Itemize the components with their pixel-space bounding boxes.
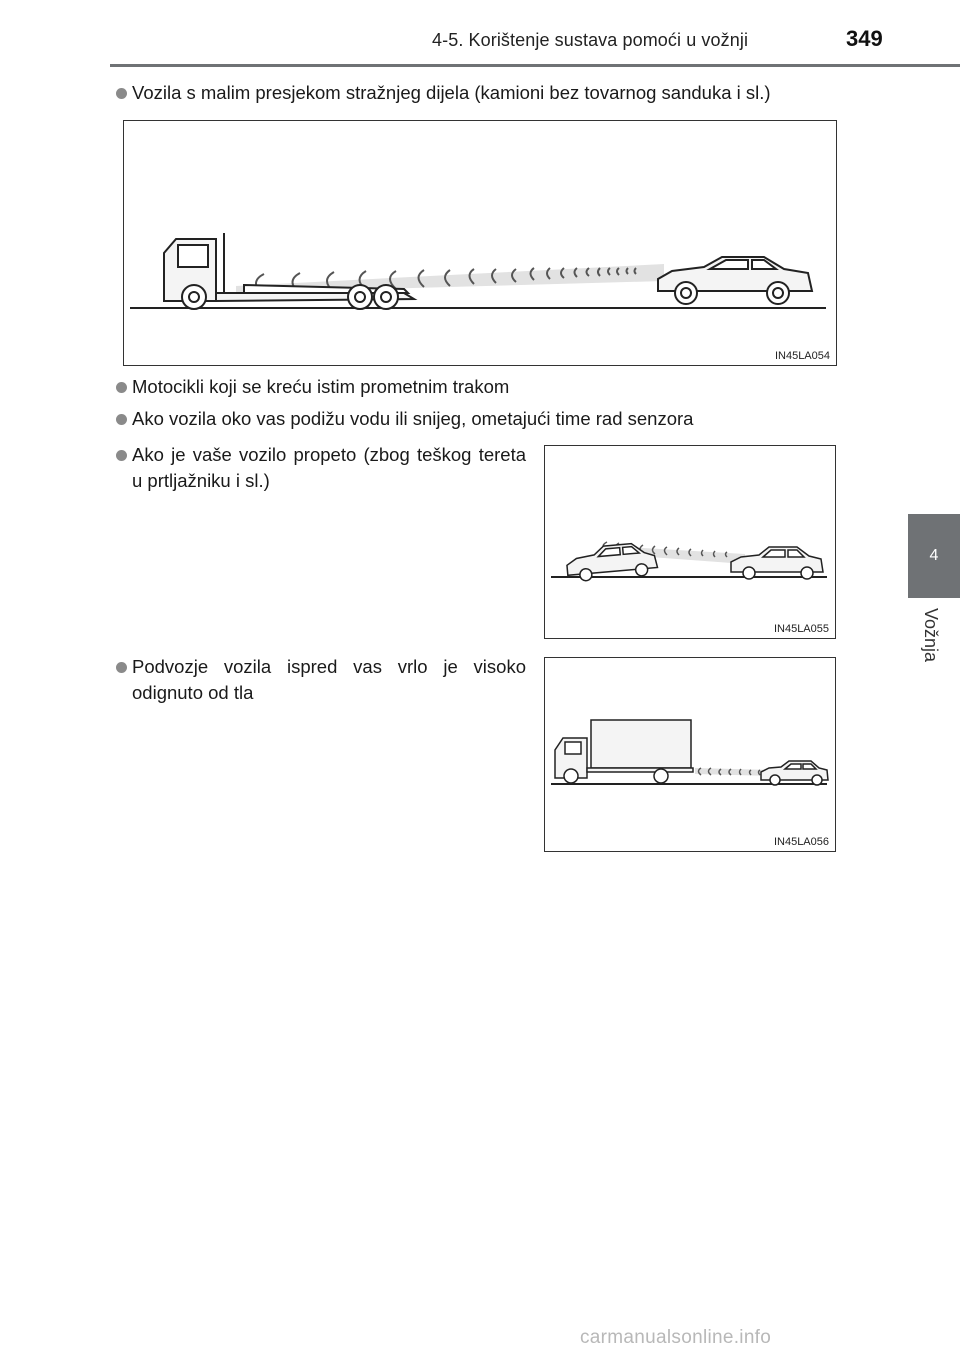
truck-no-bed-illustration: [124, 121, 836, 365]
header-divider: [110, 64, 960, 67]
bullet-item: [116, 406, 876, 432]
figure-vehicle-tilted: [544, 445, 836, 639]
bullet-item: [116, 654, 526, 706]
chapter-tab: [908, 514, 960, 598]
bullet-text: Ako je vaše vozilo propeto (zbog teškog tereta u prtljažniku i sl.): [132, 444, 526, 491]
figure-code: IN45LA056: [773, 836, 829, 848]
chapter-number: 4: [929, 547, 939, 564]
chapter-label: Vožnja: [921, 608, 941, 663]
high-truck-illustration: [545, 658, 835, 851]
figure-truck-no-bed: [123, 120, 837, 366]
bullet-dot: [116, 414, 127, 425]
bullet-item: [116, 80, 876, 106]
bullet-text: Motocikli koji se kreću istim prometnim trakom: [132, 376, 510, 397]
bullet-text: Podvozje vozila ispred vas vrlo je visoko odignuto od tla: [132, 656, 526, 703]
section-title: 4-5. Korištenje sustava pomoći u vožnji: [432, 30, 749, 50]
bullet-text: Ako vozila oko vas podižu vodu ili snijeg, ometajući time rad senzora: [132, 408, 694, 429]
bullet-dot: [116, 662, 127, 673]
figure-high-clearance-truck: [544, 657, 836, 852]
tilted-vehicle-illustration: [545, 446, 835, 638]
bullet-dot: [116, 382, 127, 393]
footer-watermark: carmanualsonline.info: [580, 1327, 772, 1348]
bullet-text: Vozila s malim presjekom stražnjeg dijela (kamioni bez tovarnog sanduka i sl.): [132, 82, 771, 103]
bullet-item: [116, 374, 876, 400]
bullet-dot: [116, 88, 127, 99]
figure-code: IN45LA054: [774, 350, 830, 362]
bullet-dot: [116, 450, 127, 461]
page-number: 349: [846, 26, 883, 51]
figure-code: IN45LA055: [773, 623, 829, 635]
bullet-item: [116, 442, 526, 494]
